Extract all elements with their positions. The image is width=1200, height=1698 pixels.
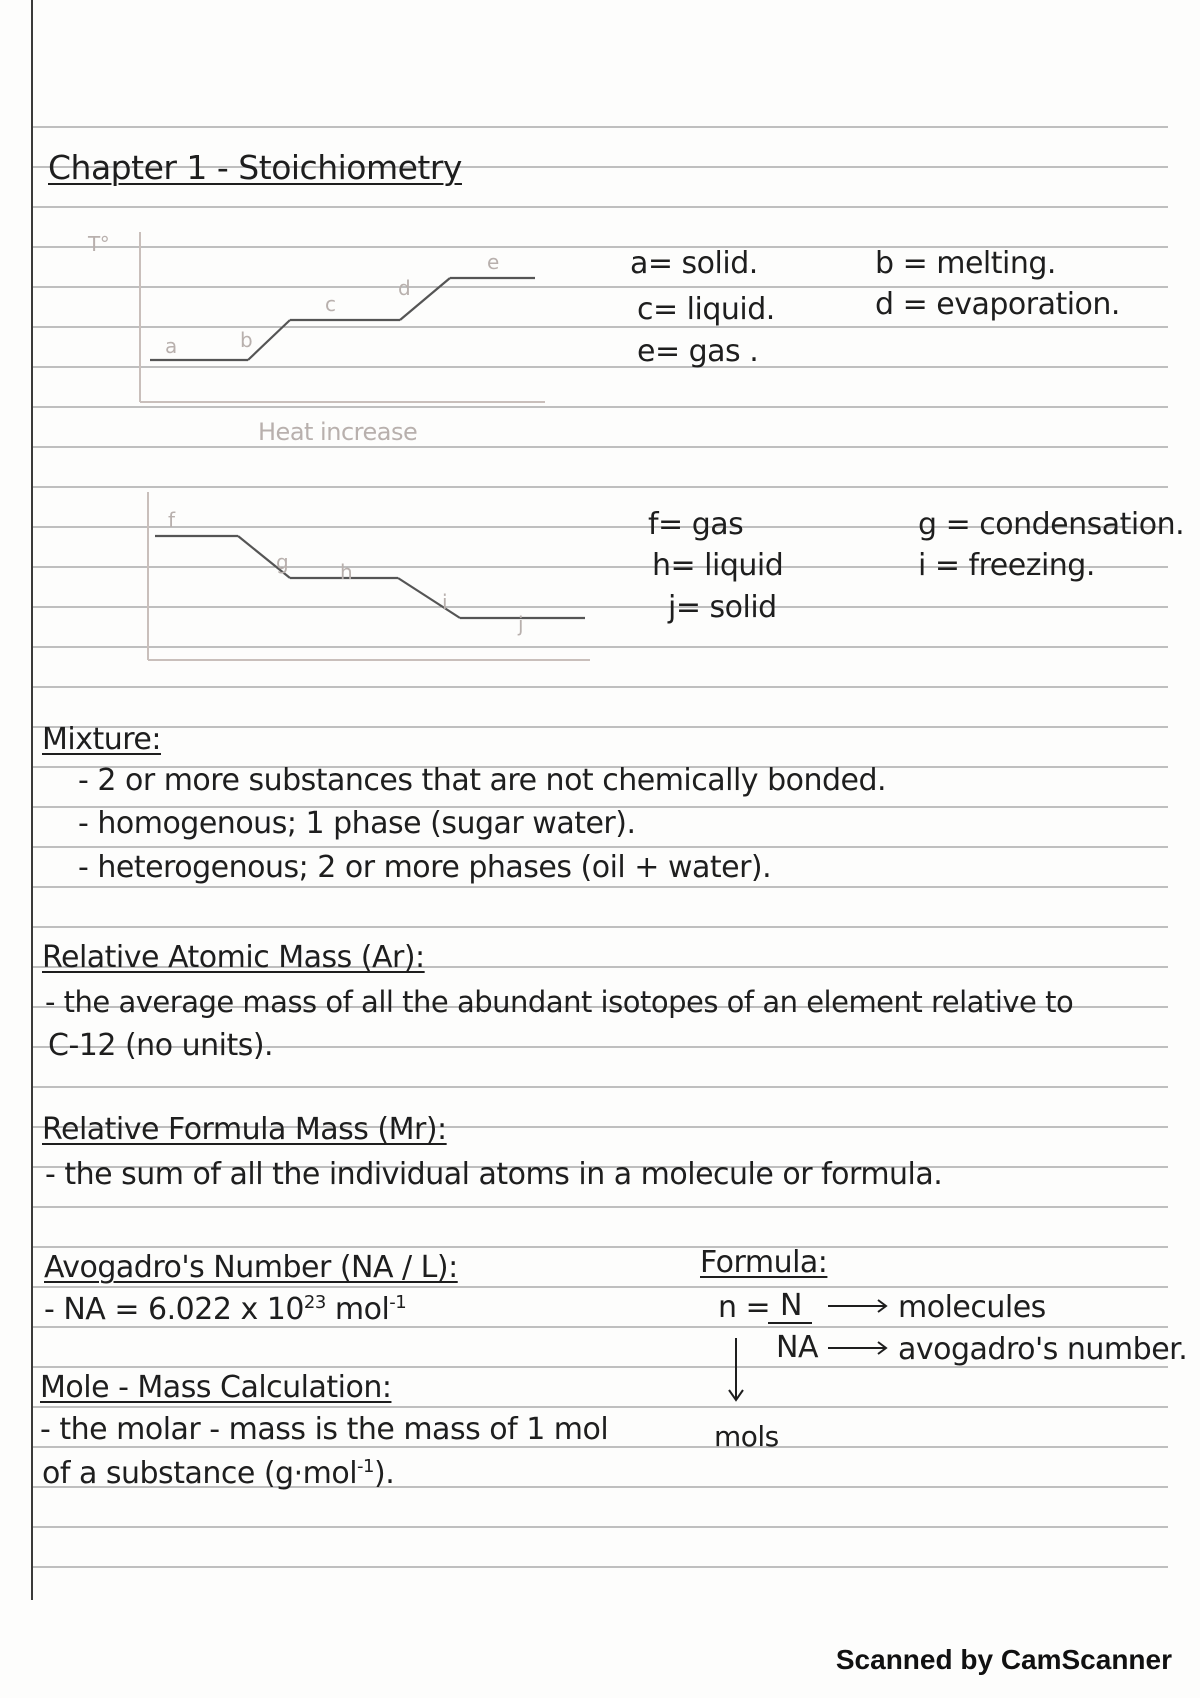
point-g-label: g	[276, 550, 289, 574]
chapter-title: Chapter 1 - Stoichiometry	[48, 148, 462, 187]
legend-j: j= solid	[668, 590, 777, 625]
legend-e: e= gas .	[637, 334, 759, 369]
ram-line-2: C-12 (no units).	[48, 1028, 274, 1063]
heating-y-axis-label: T°	[88, 232, 110, 256]
margin-line	[31, 0, 33, 1600]
mole-mass-line-2-end: ).	[374, 1456, 395, 1491]
heating-x-axis-label: Heat increase	[258, 418, 418, 446]
rfm-heading: Relative Formula Mass (Mr):	[42, 1112, 447, 1147]
mixture-heading: Mixture:	[42, 722, 161, 757]
legend-h: h= liquid	[652, 548, 784, 583]
formula-heading: Formula:	[700, 1245, 828, 1280]
point-d-label: d	[398, 276, 411, 300]
mole-mass-heading: Mole - Mass Calculation:	[40, 1370, 392, 1405]
ram-heading: Relative Atomic Mass (Ar):	[42, 940, 425, 975]
point-f-label: f	[168, 508, 175, 532]
legend-b: b = melting.	[875, 246, 1056, 281]
point-a-label: a	[165, 334, 177, 358]
point-j-label: j	[518, 612, 524, 636]
rfm-line-1: - the sum of all the individual atoms in a molecule or formula.	[45, 1157, 943, 1192]
mixture-item-3: - heterogenous; 2 or more phases (oil + water).	[78, 850, 772, 885]
legend-c: c= liquid.	[637, 292, 775, 327]
point-h-label: h	[340, 560, 353, 584]
formula-numerator: N	[780, 1288, 802, 1323]
formula-denominator: NA	[776, 1330, 818, 1365]
mixture-item-1: - 2 or more substances that are not chemically bonded.	[78, 763, 887, 798]
avogadro-value	[44, 1292, 406, 1327]
avogadro-unit: mol	[325, 1292, 390, 1327]
point-b-label: b	[240, 328, 253, 352]
avogadro-heading: Avogadro's Number (NA / L):	[44, 1250, 458, 1285]
avogadro-value-text: - NA = 6.022 x 10	[44, 1292, 304, 1327]
point-e-label: e	[487, 250, 499, 274]
mole-mass-line-1: - the molar - mass is the mass of 1 mol	[40, 1412, 609, 1447]
legend-a: a= solid.	[630, 246, 758, 281]
mole-mass-line-2-text: of a substance (g·mol	[42, 1456, 358, 1491]
formula-result-label: mols	[714, 1420, 779, 1453]
point-c-label: c	[325, 292, 336, 316]
legend-f: f= gas	[648, 507, 744, 542]
legend-i: i = freezing.	[918, 548, 1095, 583]
legend-g: g = condensation.	[918, 507, 1185, 542]
formula-denominator-note: avogadro's number.	[898, 1332, 1188, 1367]
ram-line-1: - the average mass of all the abundant isotopes of an element relative to	[45, 985, 1074, 1019]
formula-lhs: n =	[718, 1290, 771, 1325]
formula-numerator-note: molecules	[898, 1290, 1046, 1325]
mixture-item-2: - homogenous; 1 phase (sugar water).	[78, 806, 636, 841]
scanner-watermark: Scanned by CamScanner	[835, 1644, 1172, 1675]
legend-d: d = evaporation.	[875, 287, 1120, 322]
avogadro-unit-exponent: -1	[389, 1292, 407, 1313]
mole-mass-line-2	[42, 1456, 394, 1491]
mole-mass-exponent: -1	[357, 1456, 374, 1477]
point-i-label: i	[442, 590, 448, 614]
avogadro-exponent: 23	[303, 1292, 326, 1313]
